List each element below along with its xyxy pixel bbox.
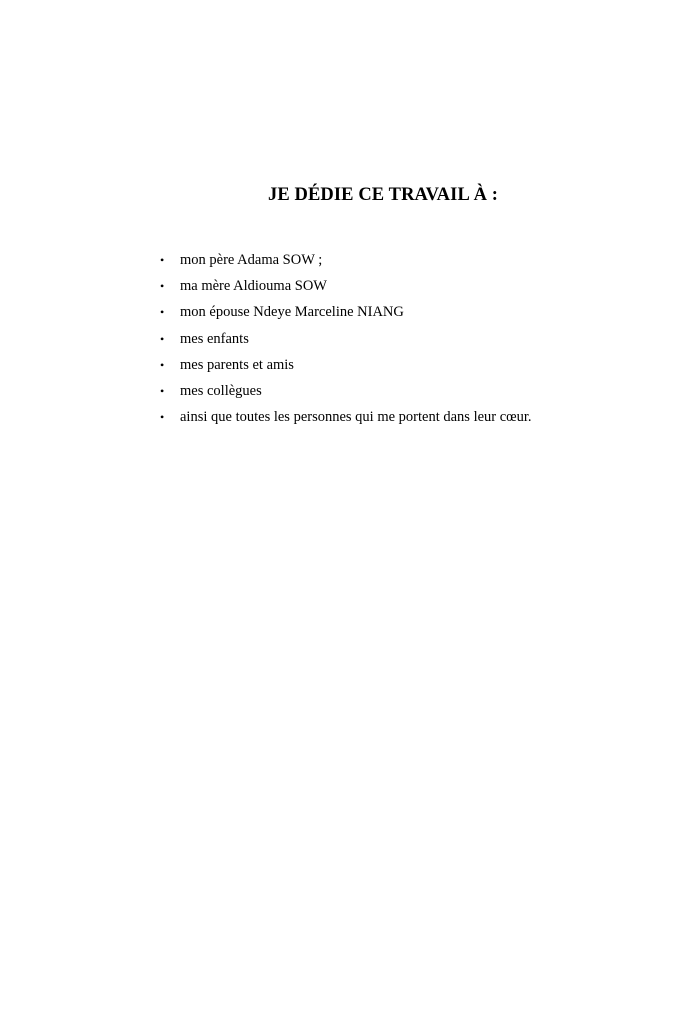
- list-item-text: mes parents et amis: [180, 356, 294, 373]
- bullet-icon: •: [160, 305, 165, 320]
- bullet-icon: •: [160, 357, 165, 372]
- bullet-icon: •: [160, 279, 165, 294]
- list-item-text: mon épouse Ndeye Marceline NIANG: [180, 304, 404, 321]
- list-item-text: mes enfants: [180, 330, 249, 347]
- page-title: JE DÉDIE CE TRAVAIL À :: [268, 185, 499, 205]
- list-item-text: mon père Adama SOW ;: [180, 252, 323, 268]
- list-item-text: ainsi que toutes les personnes qui me portent dans leur cœur.: [180, 409, 532, 426]
- bullet-icon: •: [160, 410, 165, 425]
- bullet-icon: •: [160, 253, 165, 267]
- list-item-text: ma mère Aldiouma SOW: [180, 278, 327, 295]
- list-item-text: mes collègues: [180, 382, 262, 399]
- bullet-icon: •: [160, 331, 165, 346]
- bullet-icon: •: [160, 383, 165, 398]
